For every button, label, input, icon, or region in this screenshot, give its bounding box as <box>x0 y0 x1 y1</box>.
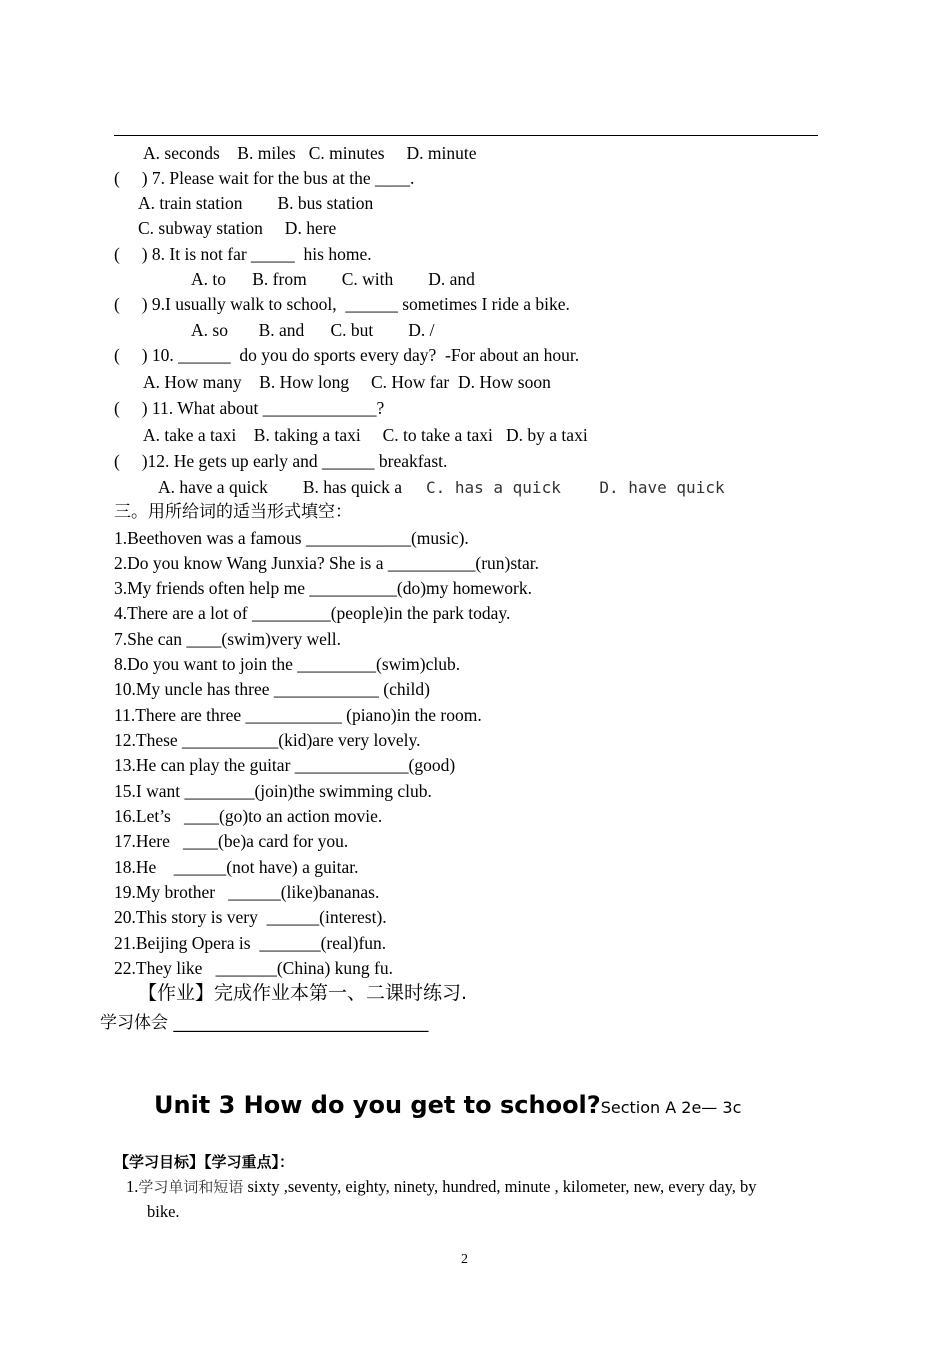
q12-options-mono: C. has a quick D. have quick <box>425 478 725 497</box>
fill-item: 8.Do you want to join the _________(swim)club. <box>114 654 461 674</box>
header-rule <box>114 135 818 136</box>
fill-item: 12.These ___________(kid)are very lovely. <box>114 730 421 750</box>
fill-item: 18.He ______(not have) a guitar. <box>114 857 359 877</box>
objective-1-cn: 学习单词和短语 <box>138 1178 244 1196</box>
fill-item: 21.Beijing Opera is _______(real)fun. <box>114 933 387 953</box>
q10-options: A. How many B. How long C. How far D. How soon <box>143 372 551 392</box>
objective-1 <box>126 1176 757 1198</box>
q11-question: ( ) 11. What about _____________? <box>114 398 385 418</box>
objectives-heading: 【学习目标】【学习重点】： <box>114 1153 295 1171</box>
fill-item: 4.There are a lot of _________(people)in the park today. <box>114 603 511 623</box>
reflection-line: 学习体会 ______________________________ <box>100 1013 429 1033</box>
q12-options <box>158 476 725 499</box>
unit-section: Section A 2e— 3c <box>600 1098 742 1117</box>
fill-item: 17.Here ____(be)a card for you. <box>114 831 349 851</box>
fill-item: 3.My friends often help me __________(do)my homework. <box>114 578 532 598</box>
unit-title: Unit 3 How do you get to school? <box>154 1091 601 1119</box>
q10-question: ( ) 10. ______ do you do sports every day? -For about an hour. <box>114 345 580 365</box>
fill-item: 22.They like _______(China) kung fu. <box>114 958 393 978</box>
q7-options-1: A. train station B. bus station <box>138 193 374 213</box>
unit-heading <box>154 1090 741 1123</box>
q12-options-serif: A. have a quick B. has quick a <box>158 477 402 497</box>
fill-item: 13.He can play the guitar _____________(good) <box>114 755 456 775</box>
fill-item: 1.Beethoven was a famous ____________(music). <box>114 528 469 548</box>
fill-item: 19.My brother ______(like)bananas. <box>114 882 380 902</box>
q9-options: A. so B. and C. but D. / <box>191 320 435 340</box>
fill-item: 11.There are three ___________ (piano)in the room. <box>114 705 482 725</box>
q7-question: ( ) 7. Please wait for the bus at the ____. <box>114 168 415 188</box>
page-number: 2 <box>461 1252 468 1267</box>
q12-question: ( )12. He gets up early and ______ breakfast. <box>114 451 448 471</box>
homework-note: 【作业】完成作业本第一、二课时练习. <box>138 982 468 1004</box>
q8-options: A. to B. from C. with D. and <box>191 269 475 289</box>
q7-options-2: C. subway station D. here <box>138 218 337 238</box>
q8-question: ( ) 8. It is not far _____ his home. <box>114 244 372 264</box>
objective-1-number: 1. <box>126 1177 139 1196</box>
fill-item: 2.Do you know Wang Junxia? She is a __________(run)star. <box>114 553 540 573</box>
fill-item: 10.My uncle has three ____________ (child) <box>114 679 430 699</box>
fill-item: 16.Let’s ____(go)to an action movie. <box>114 806 383 826</box>
fill-item: 15.I want ________(join)the swimming club. <box>114 781 432 801</box>
q9-question: ( ) 9.I usually walk to school, ______ sometimes I ride a bike. <box>114 294 570 314</box>
q11-options: A. take a taxi B. taking a taxi C. to take a taxi D. by a taxi <box>143 425 588 445</box>
fill-item: 7.She can ____(swim)very well. <box>114 629 341 649</box>
q6-options: A. seconds B. miles C. minutes D. minute <box>143 143 477 163</box>
section3-heading: 三。用所给词的适当形式填空： <box>114 502 352 522</box>
fill-item: 20.This story is very ______(interest). <box>114 907 387 927</box>
objective-1-en: sixty ,seventy, eighty, ninety, hundred, minute , kilometer, new, every day, by <box>243 1177 757 1196</box>
objective-1-continued: bike. <box>147 1202 180 1221</box>
